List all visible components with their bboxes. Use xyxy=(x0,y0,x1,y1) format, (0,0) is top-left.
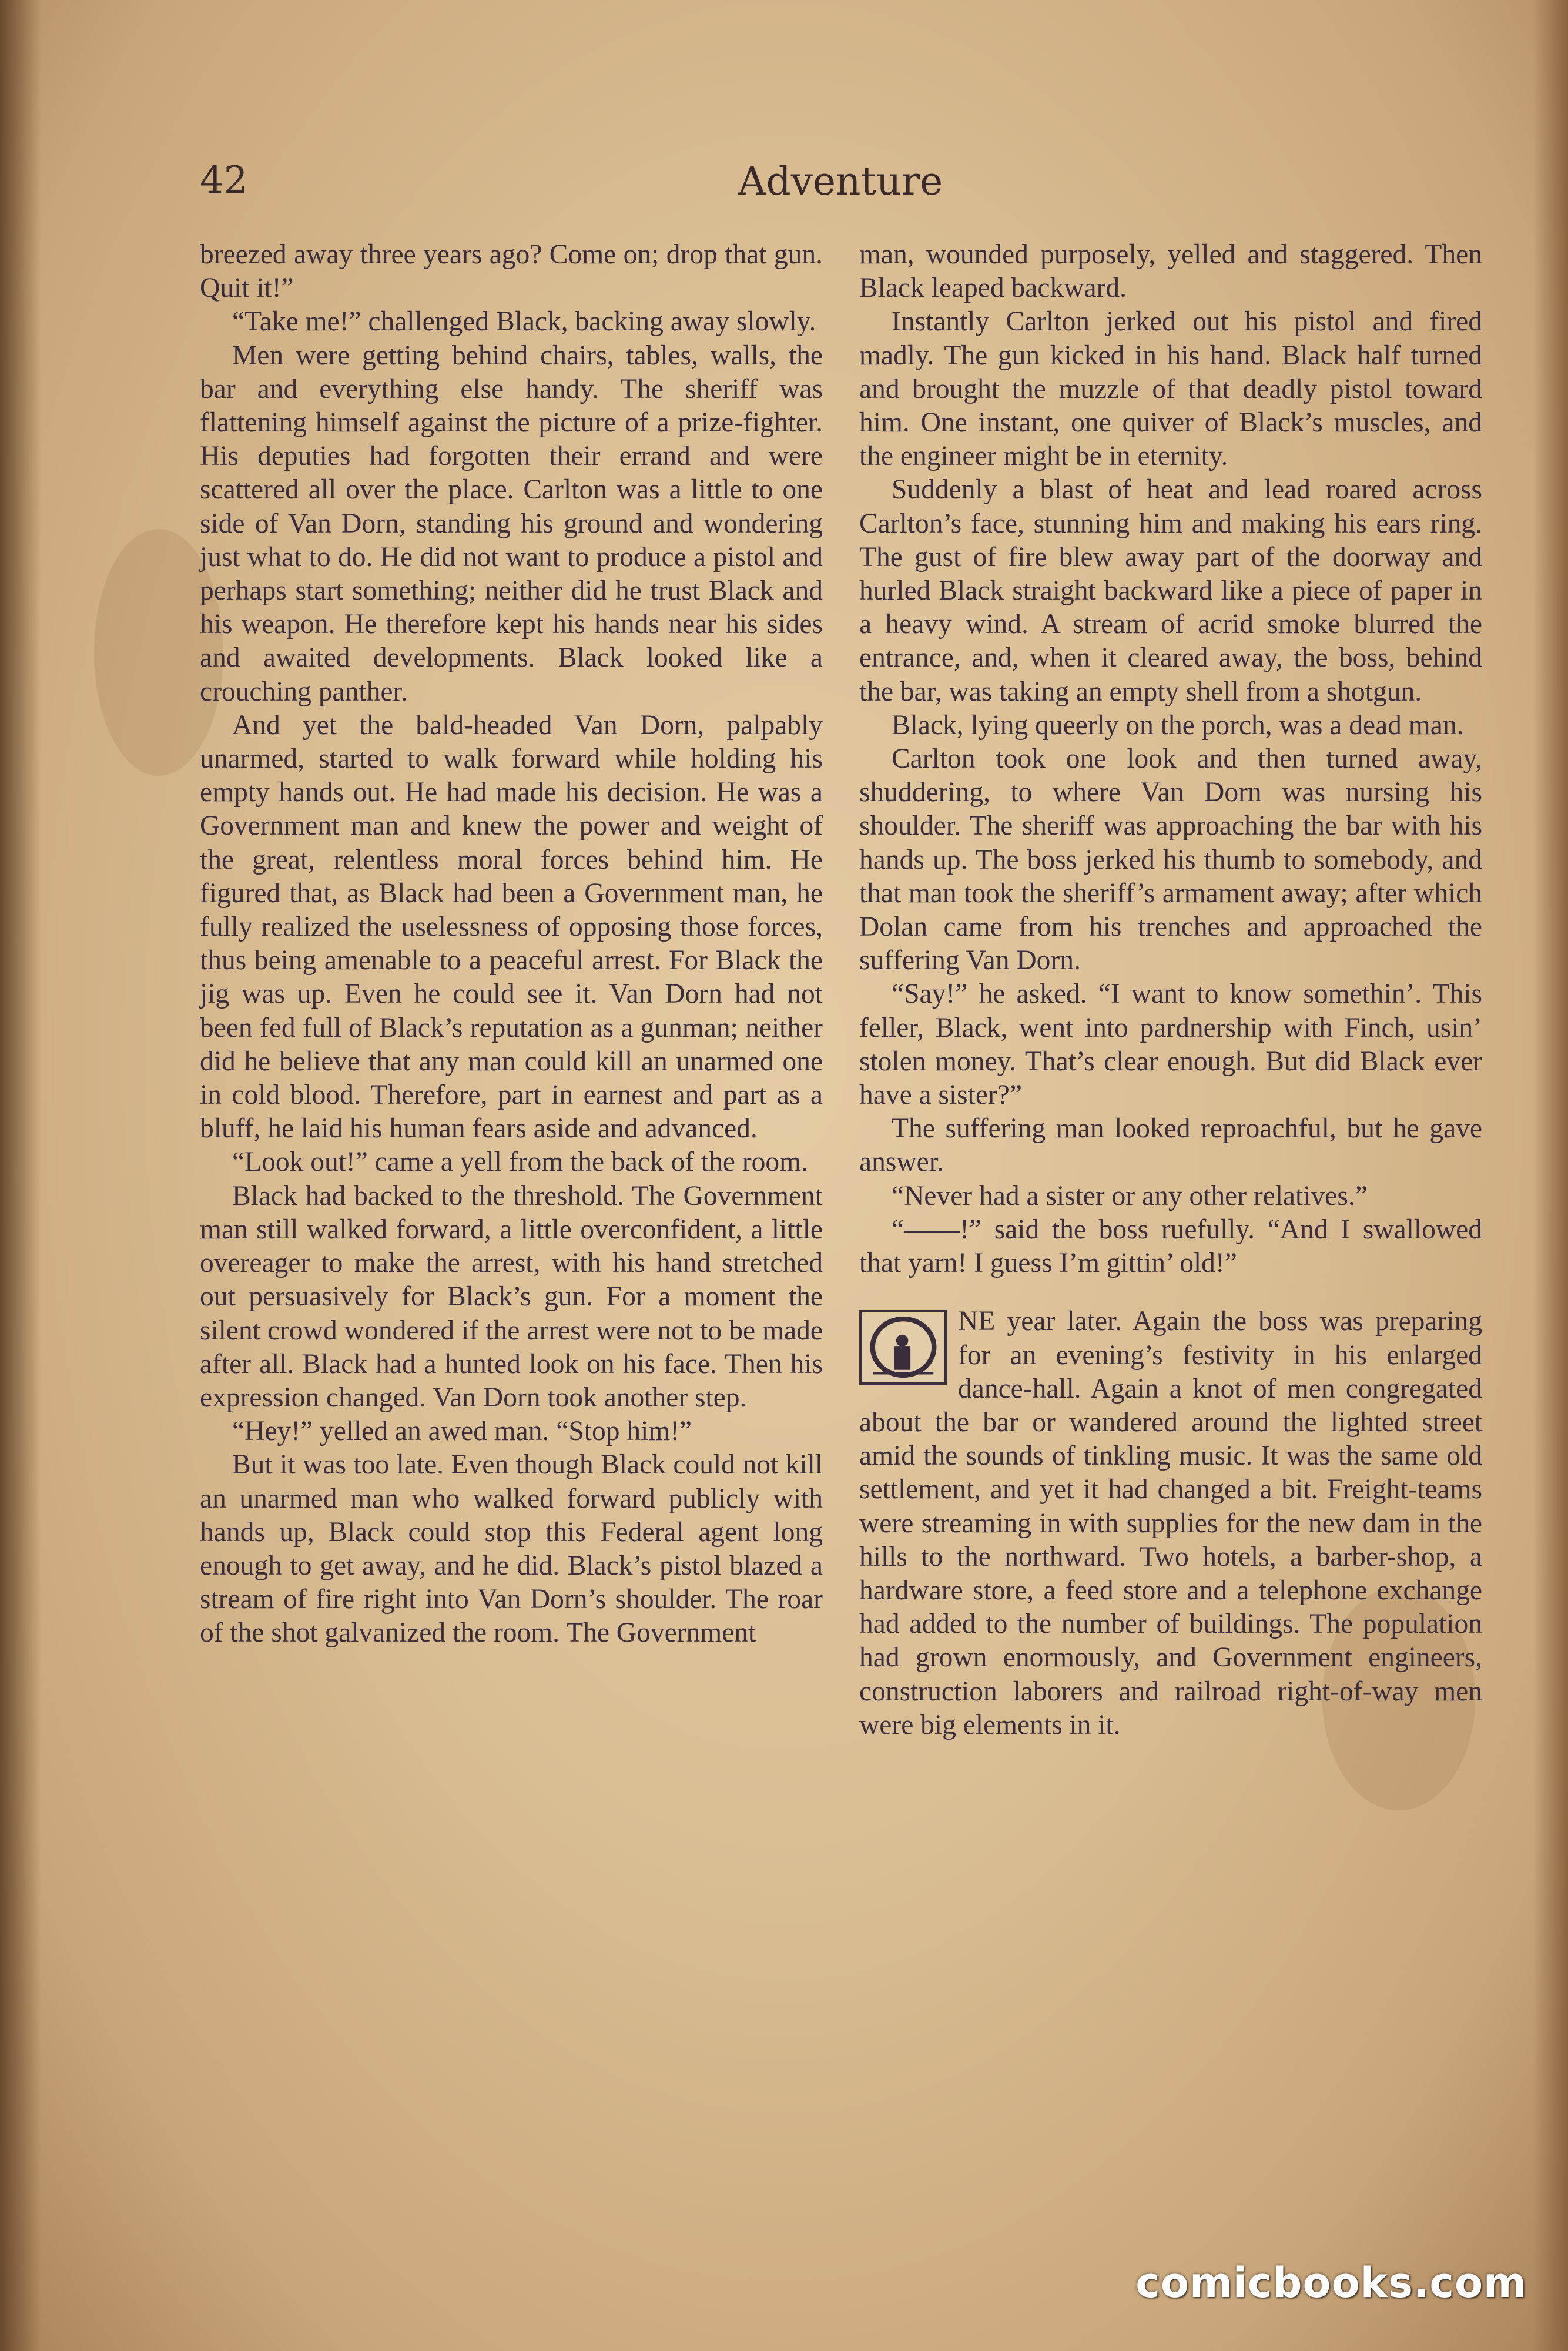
paragraph: “Take me!” challenged Black, backing away slowly. xyxy=(232,306,816,337)
dropcap-o-icon xyxy=(859,1310,947,1385)
section-break-paragraph: NE year later. Again the boss was preparing for an evening’s festivity in his enlarged dance-hall. Again a knot of men congregated about the bar or wandered around the lighted street amid the sounds of tinkling music. It was the same old settlement, and yet it had changed a bit. Freight-teams were streaming in with supplies for the new dam in the hills to the northward. Two hotels, a barber-shop, a hardware store, a feed store and a telephone exchange had added to the number of buildings. The population had grown enormously, and Government engineers, construction laborers and railroad right-of-way men were big elements in it. xyxy=(859,1306,1482,1740)
page-number: 42 xyxy=(200,159,248,202)
watermark-logo: comicbooks.com xyxy=(1135,2259,1527,2307)
paragraph: And yet the bald-headed Van Dorn, palpably unarmed, started to walk forward while holding his empty hands out. He had made his decision. He was a Government man and knew the power and weight of the great, relentless moral forces behind him. He figured that, as Black had been a Government man, he fully realized the uselessness of opposing those forces, thus being amenable to a peaceful arrest. For Black the jig was up. Even he could see it. Van Dorn had not been fed full of Black’s reputation as a gunman; neither did he believe that any man could kill an unarmed one in cold blood. Therefore, part in earnest and part as a bluff, he laid his human fears aside and advanced. xyxy=(200,709,823,1144)
paragraph: But it was too late. Even though Black could not kill an unarmed man who walked forward publicly with hands up, Black could stop this Federal agent long enough to get away, and he did. Black’s pistol blazed a stream of fire right into Van Dorn’s shoulder. The roar of the shot galvanized the room. The Government xyxy=(200,1449,823,1649)
paragraph: Suddenly a blast of heat and lead roared across Carlton’s face, stunning him and making his ears ring. The gust of fire blew away part of the doorway and hurled Black straight backward like a piece of paper in a heavy wind. A stream of acrid smoke blurred the entrance, and, when it cleared away, the boss, behind the bar, was taking an empty shell from a shotgun. xyxy=(859,474,1482,707)
paragraph: Carlton took one look and then turned away, shuddering, to where Van Dorn was nursing his shoulder. The sheriff was approaching the bar with his hands up. The boss jerked his thumb to somebody, and that man took the sheriff’s armament away; after which Dolan came from his trenches and approached the suffering Van Dorn. xyxy=(859,744,1482,976)
left-column xyxy=(200,238,823,1650)
paragraph: “Say!” he asked. “I want to know somethin’. This feller, Black, went into pardnership with Finch, usin’ stolen money. That’s clear enough. But did Black ever have a sister?” xyxy=(859,979,1482,1111)
page-shadow-right xyxy=(1533,0,1568,2351)
right-column xyxy=(859,238,1482,1742)
paragraph: Instantly Carlton jerked out his pistol and fired madly. The gun kicked in his hand. Black half turned and brought the muzzle of that deadly pistol toward him. One instant, one quiver of Black’s muscles, and the engineer might be in eternity. xyxy=(859,306,1482,472)
paragraph: “——!” said the boss ruefully. “And I swallowed that yarn! I guess I’m gittin’ old!” xyxy=(859,1214,1482,1279)
paragraph: “Hey!” yelled an awed man. “Stop him!” xyxy=(232,1416,692,1447)
page-shadow-left xyxy=(0,0,41,2351)
paragraph: breezed away three years ago? Come on; drop that gun. Quit it!” xyxy=(200,239,823,304)
paragraph: Black had backed to the threshold. The Government man still walked forward, a little overconfident, a little overeager to make the arrest, with his hand stretched out persuasively for Black’s gun. For a moment the silent crowd wondered if the arrest were not to be made after all. Black had a hunted look on his face. Then his expression changed. Van Dorn took another step. xyxy=(200,1180,823,1413)
paragraph: Men were getting behind chairs, tables, walls, the bar and everything else handy. The sheriff was flattening himself against the picture of a prize-fighter. His deputies had forgotten their errand and were scattered all over the place. Carlton was a little to one side of Van Dorn, standing his ground and wondering just what to do. He did not want to produce a pistol and perhaps start something; neither did he trust Black and his weapon. He therefore kept his hands near his sides and awaited developments. Black looked like a crouching panther. xyxy=(200,340,823,707)
paragraph: man, wounded purposely, yelled and staggered. Then Black leaped backward. xyxy=(859,239,1482,304)
paragraph: The suffering man looked reproachful, but he gave answer. xyxy=(859,1113,1482,1178)
right-column-paragraphs xyxy=(859,238,1482,1280)
paragraph: Black, lying queerly on the porch, was a dead man. xyxy=(892,709,1464,741)
paragraph: “Never had a sister or any other relatives.” xyxy=(892,1180,1368,1211)
page-header xyxy=(200,159,1481,223)
running-title: Adventure xyxy=(738,159,943,204)
paragraph: “Look out!” came a yell from the back of the room. xyxy=(232,1147,808,1178)
section-break xyxy=(859,1305,1482,1742)
